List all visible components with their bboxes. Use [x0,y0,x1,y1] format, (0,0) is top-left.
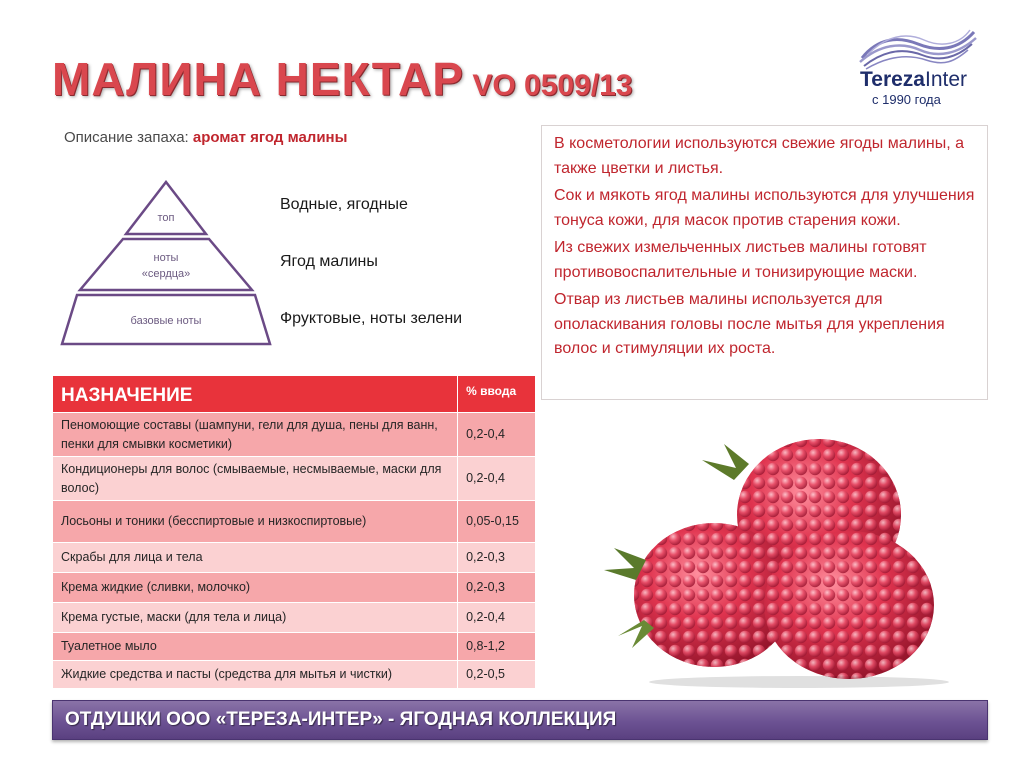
pyramid-middle-label: ноты «сердца» [141,252,191,280]
usage-table [52,375,536,689]
cell-percent: 0,05-0,15 [458,501,536,543]
cell-purpose: Туалетное мыло [53,633,458,661]
cell-purpose: Кондиционеры для волос (смываемые, несмываемые, маски для волос) [53,457,458,501]
raspberries-image [584,420,984,695]
note-base: Фруктовые, ноты зелени [280,310,463,327]
scent-value: аромат ягод малины [192,129,348,146]
brand-name: TerezaInter [860,68,968,91]
scent-label: Описание запаха: [64,129,189,146]
note-heart: Ягод малины [280,253,378,270]
title-main: МАЛИНА НЕКТАР [52,53,464,105]
cell-purpose: Пеномоющие составы (шампуни, гели для душа, пены для ванн, пенки для смывки косметики) [53,413,458,457]
cell-percent: 0,2-0,5 [458,661,536,689]
scent-description [64,129,347,146]
table-row [53,633,536,661]
footer-text: ОТДУШКИ ООО «ТЕРЕЗА-ИНТЕР» - ЯГОДНАЯ КОЛЛЕКЦИЯ [65,709,617,730]
footer-banner [52,700,988,740]
cell-percent: 0,2-0,4 [458,413,536,457]
table-row [53,413,536,457]
table-row [53,543,536,573]
info-paragraph: Отвар из листьев малины используется для ополаскивания головы после мытья для укрепления волос и стимуляции их роста. [554,291,945,357]
table-header-row [53,376,536,413]
cell-percent: 0,2-0,3 [458,543,536,573]
title-code: VO 0509/13 [472,69,633,102]
cell-percent: 0,2-0,4 [458,603,536,633]
cell-purpose: Лосьоны и тоники (бесспиртовые и низкоспиртовые) [53,501,458,543]
note-top: Водные, ягодные [280,196,408,213]
pyramid-top-label: топ [157,212,175,224]
table-row [53,573,536,603]
info-paragraph: Сок и мякоть ягод малины используются для улучшения тонуса кожи, для масок против старения кожи. [554,187,975,229]
cell-purpose: Крема жидкие (сливки, молочко) [53,573,458,603]
table-row [53,661,536,689]
info-paragraph: Из свежих измельченных листьев малины готовят противовоспалительные и тонизирующие маски. [554,239,927,281]
cell-purpose: Крема густые, маски (для тела и лица) [53,603,458,633]
brand-since: с 1990 года [872,92,941,107]
table-row [53,457,536,501]
info-paragraph: В косметологии используются свежие ягоды малины, а также цветки и листья. [554,135,965,177]
fragrance-pyramid [58,180,274,351]
cell-percent: 0,8-1,2 [458,633,536,661]
page-title [52,52,632,106]
header-purpose: НАЗНАЧЕНИЕ [53,376,458,413]
cell-percent: 0,2-0,4 [458,457,536,501]
company-logo [840,28,980,108]
table-row [53,603,536,633]
cell-purpose: Жидкие средства и пасты (средства для мытья и чистки) [53,661,458,689]
header-percent: % ввода [458,376,536,413]
cell-percent: 0,2-0,3 [458,573,536,603]
table-row [53,501,536,543]
cell-purpose: Скрабы для лица и тела [53,543,458,573]
pyramid-base-label: базовые ноты [130,315,202,327]
cosmetology-info [541,125,988,400]
wave-hair-icon [858,28,978,70]
